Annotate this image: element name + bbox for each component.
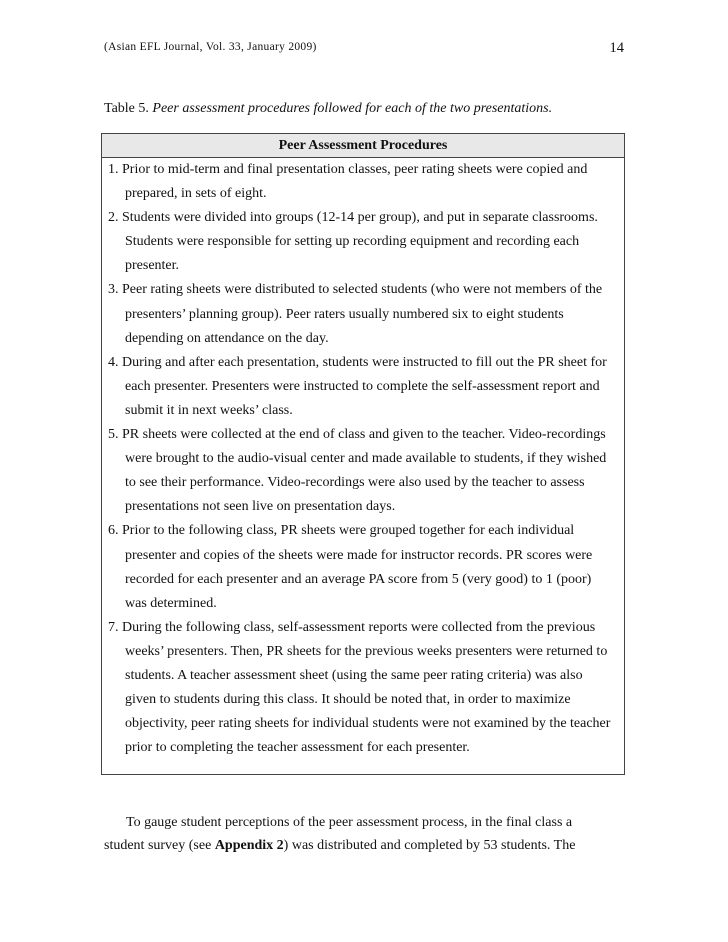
table-line: weeks’ presenters. Then, PR sheets for the previous weeks presenters were returned to [125, 643, 608, 659]
table-line: submit it in next weeks’ class. [125, 402, 293, 418]
table-line: 2. Students were divided into groups (12-14 per group), and put in separate classrooms. [108, 210, 598, 226]
table-line: given to students during this class. It should be noted that, in order to maximize [125, 692, 571, 708]
appendix-reference: Appendix 2 [214, 838, 284, 853]
caption-title: Peer assessment procedures followed for each of the two presentations. [152, 101, 553, 116]
table-line: Students were responsible for setting up recording equipment and recording each [125, 234, 580, 250]
table-line: presentations not seen live on presentation days. [125, 499, 396, 515]
table-line: presenter and copies of the sheets were made for instructor records. PR scores were [125, 547, 593, 563]
running-header: (Asian EFL Journal, Vol. 33, January 2009) [104, 41, 317, 53]
procedures-table [101, 133, 625, 775]
table-line: students. A teacher assessment sheet (using the same peer rating criteria) was also [125, 667, 583, 683]
table-line: 5. PR sheets were collected at the end of class and given to the teacher. Video-recordings [108, 427, 606, 443]
table-line: 6. Prior to the following class, PR sheets were grouped together for each individual [108, 523, 575, 539]
table-line: to see their performance. Video-recordings were also used by the teacher to assess [125, 475, 585, 491]
table-body [102, 158, 624, 760]
table-line: were brought to the audio-visual center and made available to students, if they wished [125, 451, 607, 467]
caption-label: Table 5. [104, 101, 149, 116]
table-line: 1. Prior to mid-term and final presentation classes, peer rating sheets were copied and [108, 162, 588, 177]
table-line: prior to completing the teacher assessment for each presenter. [125, 740, 470, 756]
table-line: was determined. [125, 595, 217, 611]
table-heading: Peer Assessment Procedures [102, 134, 624, 158]
page-number: 14 [609, 40, 624, 56]
body-paragraph-line-1: To gauge student perceptions of the peer assessment process, in the final class a [126, 815, 573, 830]
table-line: 7. During the following class, self-assessment reports were collected from the previous [108, 619, 596, 635]
table-line: objectivity, peer rating sheets for individual students were not examined by the teacher [125, 716, 611, 732]
table-line: presenters’ planning group). Peer raters usually numbered six to eight students [125, 306, 564, 322]
table-line: depending on attendance on the day. [125, 330, 329, 346]
table-line: presenter. [125, 258, 180, 274]
table-line: recorded for each presenter and an average PA score from 5 (very good) to 1 (poor) [125, 571, 592, 587]
table-line: 3. Peer rating sheets were distributed to selected students (who were not members of the [108, 282, 603, 298]
table-caption [104, 101, 552, 117]
table-line: 4. During and after each presentation, students were instructed to fill out the PR sheet for [108, 354, 607, 370]
table-line: each presenter. Presenters were instructed to complete the self-assessment report and [125, 378, 600, 394]
body-paragraph-line-2 [104, 838, 624, 854]
table-line: prepared, in sets of eight. [125, 186, 267, 202]
body-text: student survey (see [104, 838, 215, 853]
body-text: ) was distributed and completed by 53 students. The [283, 838, 576, 853]
